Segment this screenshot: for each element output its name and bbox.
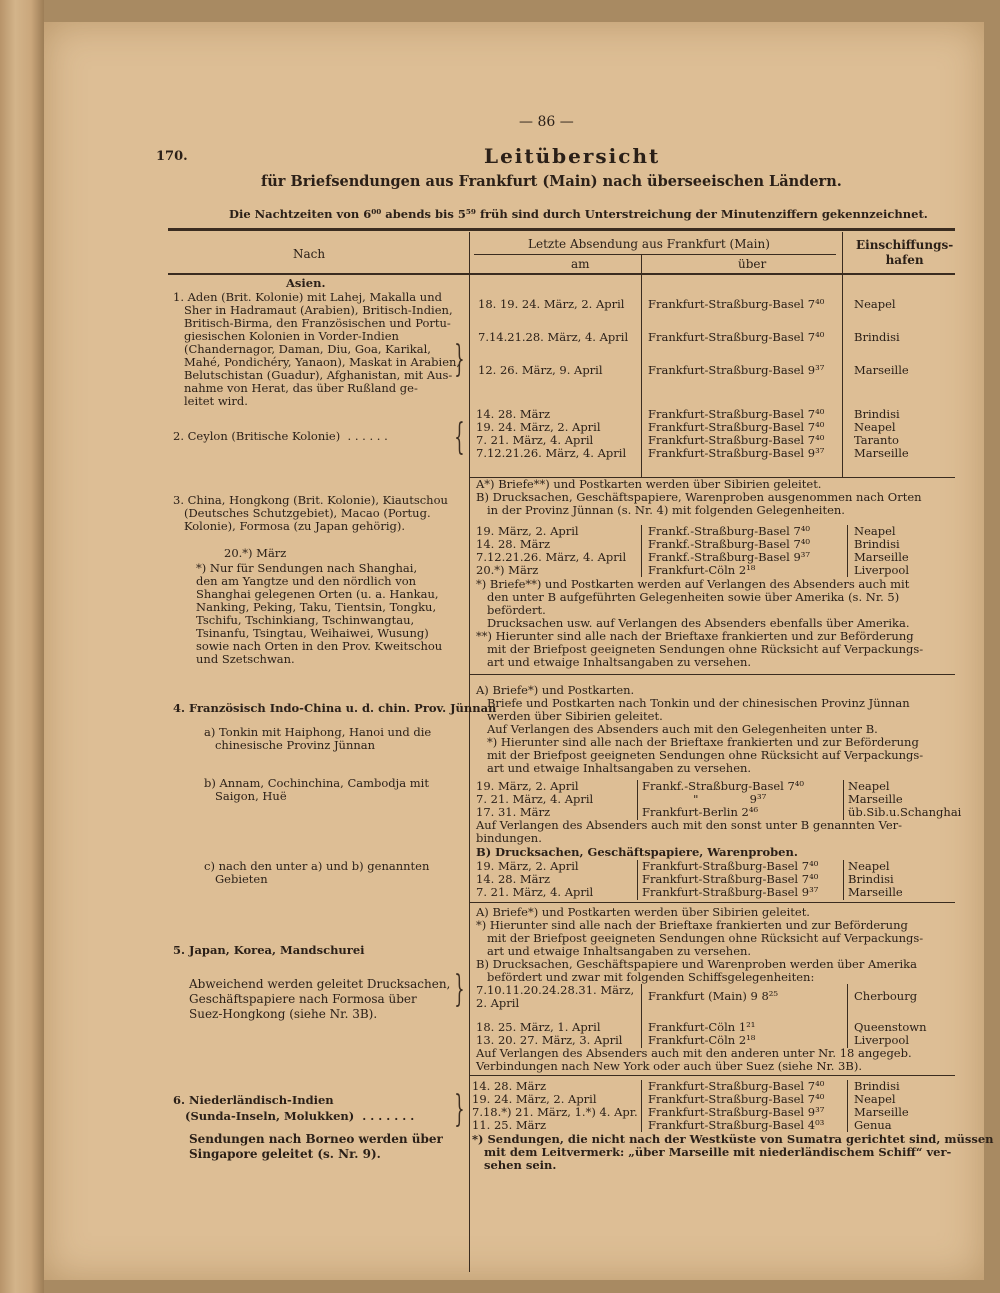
china-right-top-note: A*) Briefe**) und Postkarten werden über Sibirien geleitet. B) Drucksachen, Geschäftspapiere, Warenproben ausgenommen nach Orten in der Provinz Jünnan (s. Nr. 4) mit folgenden Gelegenheiten. (476, 477, 922, 517)
column-header-letzte-absendung: Letzte Absendung aus Frankfurt (Main) (528, 237, 770, 251)
page-title: Leitübersicht (484, 144, 661, 168)
niederlaendisch-divider-hafen (847, 1080, 848, 1132)
china-date: 20.*) März (224, 546, 287, 560)
indochina-divider-am-2 (637, 860, 638, 900)
china-divider-am (641, 525, 642, 577)
china-bottom-rule (469, 674, 955, 675)
ceylon-am: 14. 28. März 19. 24. März, 2. April 7. 21. März, 4. April 7.12.21.26. März, 4. April (476, 407, 627, 460)
japan-bottom-note: Auf Verlangen des Absenders auch mit den anderen unter Nr. 18 angegeb. Verbindungen nach New York oder auch über Suez (siehe Nr. 3B). (476, 1046, 912, 1073)
aden-ueber-3: Frankfurt-Straßburg-Basel 9³⁷ (648, 363, 825, 377)
page-subtitle: für Briefsendungen aus Frankfurt (Main) nach überseeischen Ländern. (261, 173, 842, 190)
ceylon-ueber: Frankfurt-Straßburg-Basel 7⁴⁰ Frankfurt-Straßburg-Basel 7⁴⁰ Frankfurt-Straßburg-Basel 7⁴⁰ Frankfurt-Straßburg-Basel 9³⁷ (648, 407, 825, 460)
entry-ceylon: 2. Ceylon (Britische Kolonie) . . . . . . (173, 429, 388, 443)
entry-niederlaendisch-title: 6. Niederländisch-Indien (Sunda-Inseln, Molukken) . . . . . . . (173, 1093, 415, 1123)
entry-indochina-title: 4. Französisch Indo-China u. d. chin. Prov. Jünnan (173, 701, 497, 715)
brace-japan: } (454, 969, 465, 1010)
section-heading-asien: Asien. (286, 276, 326, 290)
indochina-b: b) Annam, Cochinchina, Cambodja mit Saigon, Huë (204, 776, 429, 803)
column-divider-hafen-upper (842, 232, 843, 478)
china-divider-hafen (847, 525, 848, 577)
niederlaendisch-am: 14. 28. März 19. 24. März, 2. April 7.18.*) 21. März, 1.*) 4. Apr. 11. 25. März (472, 1079, 638, 1132)
niederlaendisch-note: Sendungen nach Borneo werden über Singapore geleitet (s. Nr. 9). (189, 1132, 443, 1161)
brace-niederlaendisch: } (454, 1089, 465, 1130)
indochina-divider-am-1 (637, 780, 638, 820)
column-subheader-rule (474, 254, 836, 255)
column-divider-am-upper (641, 254, 642, 478)
indochina-b-title: B) Drucksachen, Geschäftspapiere, Warenproben. (476, 845, 798, 859)
aden-hafen-2: Brindisi (854, 330, 900, 344)
indochina-a: a) Tonkin mit Haiphong, Hanoi und die chinesische Provinz Jünnan (204, 725, 432, 752)
column-divider-nach (469, 232, 470, 1272)
china-hafen: Neapel Brindisi Marseille Liverpool (854, 524, 910, 577)
page-number: 170. (156, 149, 188, 164)
japan-note: Abweichend werden geleitet Drucksachen, Geschäftspapiere nach Formosa über Suez-Hongkong (siehe Nr. 3B). (189, 977, 451, 1021)
aden-am-2: 7.14.21.28. März, 4. April (478, 330, 629, 344)
aden-hafen-1: Neapel (854, 297, 896, 311)
page (44, 22, 994, 1280)
night-time-note: Die Nachtzeiten von 6⁰⁰ abends bis 5⁵⁹ früh sind durch Unterstreichung der Minutenziffern gekennzeichnet. (229, 207, 928, 221)
aden-am-1: 18. 19. 24. März, 2. April (478, 297, 625, 311)
japan-hafen-1: Cherbourg (854, 989, 918, 1003)
japan-divider-hafen (847, 984, 848, 1048)
niederlaendisch-divider-am (641, 1080, 642, 1132)
japan-divider-am (641, 984, 642, 1048)
japan-am-2: 18. 25. März, 1. April 13. 20. 27. März, 3. April (476, 1020, 623, 1047)
table-top-rule (168, 228, 955, 231)
indochina-c: c) nach den unter a) und b) genannten Gebieten (204, 859, 430, 886)
indochina-ueber-1: Frankf.-Straßburg-Basel 7⁴⁰ " 9³⁷ Frankfurt-Berlin 2⁴⁶ (642, 779, 805, 819)
china-left-note: *) Nur für Sendungen nach Shanghai, den am Yangtze und den nördlich von Shanghai gelegenen Orten (u. a. Hankau, Nanking, Peking, Taku, Tientsin, Tongku, Tschifu, Tschinkiang, Tschinwangtau, Tsinanfu, Tsingtau, Weihaiwei, Wusung) sowie nach Orten in den Prov. Kweitschou und Szetschwan. (196, 561, 443, 666)
indochina-am-2: 19. März, 2. April 14. 28. März 7. 21. März, 4. April (476, 859, 594, 899)
indochina-hafen-2: Neapel Brindisi Marseille (848, 859, 903, 899)
column-header-einschiffungshafen: Einschiffungs- hafen (856, 238, 954, 267)
japan-hafen-2: Queenstown Liverpool (854, 1020, 927, 1047)
book-spine (0, 0, 44, 1293)
indochina-ueber-2: Frankfurt-Straßburg-Basel 7⁴⁰ Frankfurt-Straßburg-Basel 7⁴⁰ Frankfurt-Straßburg-Basel 9³⁷ (642, 859, 819, 899)
china-am: 19. März, 2. April 14. 28. März 7.12.21.26. März, 4. April 20.*) März (476, 524, 627, 577)
indochina-divider-hafen-1 (843, 780, 844, 820)
column-header-am: am (571, 257, 590, 271)
indochina-am-1: 19. März, 2. April 7. 21. März, 4. April 17. 31. März (476, 779, 594, 819)
brace-aden: } (454, 339, 465, 380)
entry-china: 3. China, Hongkong (Brit. Kolonie), Kiautschou (Deutsches Schutzgebiet), Macao (Portug. Kolonie), Formosa (zu Japan gehörig). (173, 493, 448, 533)
entry-japan-title: 5. Japan, Korea, Mandschurei (173, 943, 365, 957)
column-header-nach: Nach (293, 247, 326, 261)
china-ueber: Frankf.-Straßburg-Basel 7⁴⁰ Frankf.-Straßburg-Basel 7⁴⁰ Frankf.-Straßburg-Basel 9³⁷ Frankfurt-Cöln 2¹⁸ (648, 524, 811, 577)
table-header-rule (168, 273, 955, 275)
japan-bottom-rule (469, 1075, 955, 1076)
niederlaendisch-ueber: Frankfurt-Straßburg-Basel 7⁴⁰ Frankfurt-Straßburg-Basel 7⁴⁰ Frankfurt-Straßburg-Basel 9³⁷ Frankfurt-Straßburg-Basel 4⁰³ (648, 1079, 825, 1132)
niederlaendisch-hafen: Brindisi Neapel Marseille Genua (854, 1079, 909, 1132)
japan-am-1: 7.10.11.20.24.28.31. März, 2. April (476, 983, 635, 1010)
japan-ueber-1: Frankfurt (Main) 9 8²⁵ (648, 989, 778, 1003)
japan-right-top-note: A) Briefe*) und Postkarten werden über Sibirien geleitet. *) Hierunter sind alle nach der Brieftaxe frankierten und zur Beförderung mit der Briefpost geeigneten Sendungen ohne Rücksicht auf Verpackungs- art und etwaige Inhaltsangaben zu versehen. B) Drucksachen, Geschäftspapiere und Warenproben werden über Amerika befördert und zwar mit folgenden Schiffsgelegenheiten: (476, 905, 924, 984)
aden-am-3: 12. 26. März, 9. April (478, 363, 603, 377)
column-header-ueber: über (738, 257, 767, 271)
indochina-hafen-1: Neapel Marseille üb.Sib.u.Schanghai (848, 779, 962, 819)
ceylon-hafen: Brindisi Neapel Taranto Marseille (854, 407, 909, 460)
aden-ueber-1: Frankfurt-Straßburg-Basel 7⁴⁰ (648, 297, 825, 311)
page-center-number: — 86 — (519, 114, 574, 130)
niederlaendisch-footnote: *) Sendungen, die nicht nach der Westküste von Sumatra gerichtet sind, müssen mit dem Leitvermerk: „über Marseille mit niederländischem Schiff“ ver- sehen sein. (472, 1132, 994, 1172)
entry-aden: 1. Aden (Brit. Kolonie) mit Lahej, Makalla und Sher in Hadramaut (Arabien), Britisch-Indien, Britisch-Birma, den Französischen und Portu- giesischen Kolonien in Vorder-Indien (Chandernagor, Daman, Diu, Goa, Karikal, Mahé, Pondichéry, Yanaon), Maskat in Arabien, Belutschistan (Guadur), Afghanistan, mit Aus- nahme von Herat, das über Rußland ge- leitet wird. (173, 290, 461, 408)
brace-ceylon: { (454, 417, 465, 458)
china-right-bottom-note: *) Briefe**) und Postkarten werden auf Verlangen des Absenders auch mit den unter B aufgeführten Gelegenheiten sowie über Amerika (s. Nr. 5) befördert. Drucksachen usw. auf Verlangen des Absenders ebenfalls über Amerika. **) Hierunter sind alle nach der Brieftaxe frankierten und zur Beförderung mit der Briefpost geeigneten Sendungen ohne Rücksicht auf Verpackungs- art und etwaige Inhaltsangaben zu versehen. (476, 577, 924, 669)
aden-hafen-3: Marseille (854, 363, 909, 377)
aden-ueber-2: Frankfurt-Straßburg-Basel 7⁴⁰ (648, 330, 825, 344)
indochina-mid-note: Auf Verlangen des Absenders auch mit den sonst unter B genannten Ver- bindungen. (476, 818, 903, 845)
indochina-bottom-rule (469, 902, 955, 903)
indochina-right-a: A) Briefe*) und Postkarten. Briefe und Postkarten nach Tonkin und der chinesischen Provinz Jünnan werden über Sibirien geleitet. Auf Verlangen des Absenders auch mit den Gelegenheiten unter B. *) Hierunter sind alle nach der Brieftaxe frankierten und zur Beförderung mit der Briefpost geeigneten Sendungen ohne Rücksicht auf Verpackungs- art und etwaige Inhaltsangaben zu versehen. (476, 683, 924, 775)
indochina-divider-hafen-2 (843, 860, 844, 900)
japan-ueber-2: Frankfurt-Cöln 1²¹ Frankfurt-Cöln 2¹⁸ (648, 1020, 756, 1047)
